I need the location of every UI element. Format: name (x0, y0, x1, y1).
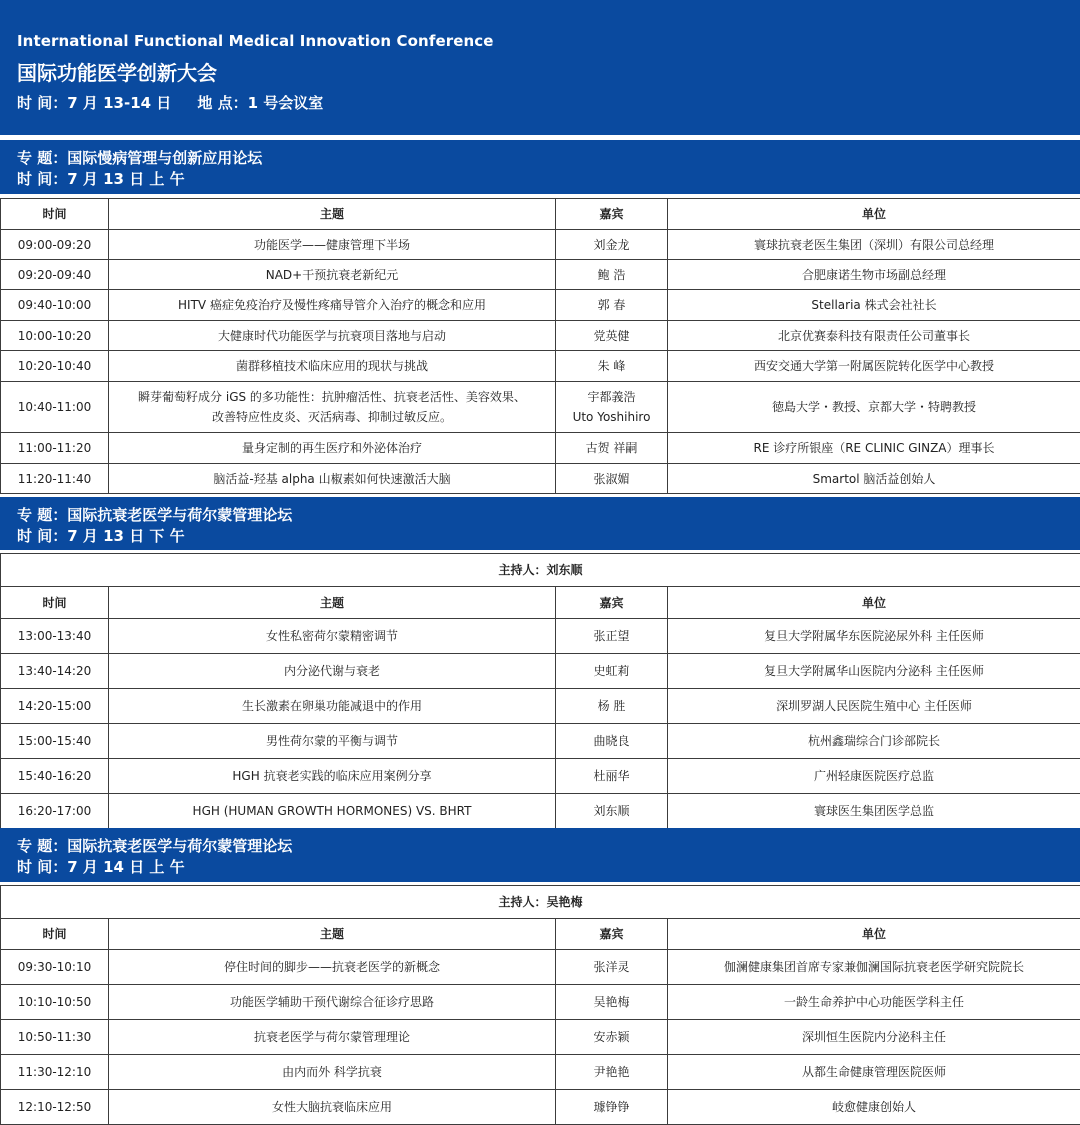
cell-unit: 深圳恒生医院内分泌科主任 (668, 1020, 1080, 1055)
cell-unit: 从都生命健康管理医院医师 (668, 1055, 1080, 1090)
cell-unit: Stellaria 株式会社社长 (668, 290, 1080, 321)
cell-guest: 刘东顺 (556, 794, 668, 829)
table-row (1, 724, 1080, 759)
session-3-banner (0, 828, 1080, 882)
table-row (1, 321, 1080, 351)
cell-time: 09:30-10:10 (1, 950, 109, 985)
session-2-banner (0, 497, 1080, 550)
cell-time: 15:00-15:40 (1, 724, 109, 759)
cell-guest-line: Uto Yoshihiro (560, 407, 663, 427)
table-row (1, 260, 1080, 290)
column-header-unit: 单位 (668, 199, 1080, 230)
cell-subject-line: 瞬芽葡萄籽成分 iGS 的多功能性：抗肿瘤活性、抗衰老活性、美容效果、 (113, 387, 551, 407)
cell-unit: 寰球抗衰老医生集团（深圳）有限公司总经理 (668, 230, 1080, 260)
table-header-row (1, 199, 1080, 230)
cell-time: 15:40-16:20 (1, 759, 109, 794)
cell-guest: 吴艳梅 (556, 985, 668, 1020)
table-row (1, 759, 1080, 794)
cell-subject: 女性私密荷尔蒙精密调节 (109, 619, 556, 654)
cell-subject: 菌群移植技术临床应用的现状与挑战 (109, 351, 556, 382)
cell-unit: 复旦大学附属华山医院内分泌科 主任医师 (668, 654, 1080, 689)
cell-subject (109, 382, 556, 433)
cell-guest: 史虹莉 (556, 654, 668, 689)
cell-guest: 古贺 祥嗣 (556, 433, 668, 464)
cell-time: 16:20-17:00 (1, 794, 109, 829)
conference-time-location: 时 间：7 月 13-14 日 地 点：1 号会议室 (17, 92, 323, 113)
cell-time: 13:40-14:20 (1, 654, 109, 689)
table-row (1, 689, 1080, 724)
column-header-guest: 嘉宾 (556, 587, 668, 619)
session-topic: 专 题：国际慢病管理与创新应用论坛 (17, 147, 262, 168)
cell-guest: 杨 胜 (556, 689, 668, 724)
table-row (1, 230, 1080, 260)
table-header-row (1, 919, 1080, 950)
session-host: 主持人：刘东顺 (1, 554, 1080, 587)
session-time: 时 间：7 月 13 日 上 午 (17, 168, 185, 189)
cell-subject: 脑活益-羟基 alpha 山椒素如何快速激活大脑 (109, 464, 556, 494)
session-3-table (0, 885, 1080, 1125)
conference-title-cn: 国际功能医学创新大会 (17, 57, 217, 86)
cell-subject: 功能医学——健康管理下半场 (109, 230, 556, 260)
cell-guest: 郭 春 (556, 290, 668, 321)
table-row (1, 1055, 1080, 1090)
cell-time: 14:20-15:00 (1, 689, 109, 724)
table-row (1, 382, 1080, 433)
cell-guest: 刘金龙 (556, 230, 668, 260)
cell-guest: 尹艳艳 (556, 1055, 668, 1090)
cell-subject: 由内而外 科学抗衰 (109, 1055, 556, 1090)
table-row (1, 351, 1080, 382)
cell-guest: 朱 峰 (556, 351, 668, 382)
table-row (1, 433, 1080, 464)
table-header-row (1, 587, 1080, 619)
cell-guest: 张正望 (556, 619, 668, 654)
table-row (1, 1020, 1080, 1055)
column-header-time: 时间 (1, 919, 109, 950)
cell-subject: 生长激素在卵巢功能减退中的作用 (109, 689, 556, 724)
cell-unit: Smartol 脑活益创始人 (668, 464, 1080, 494)
cell-unit: 北京优赛泰科技有限责任公司董事长 (668, 321, 1080, 351)
cell-unit: 深圳罗湖人民医院生殖中心 主任医师 (668, 689, 1080, 724)
cell-guest-line: 宇都義浩 (560, 387, 663, 407)
host-row (1, 886, 1080, 919)
table-row (1, 290, 1080, 321)
session-topic: 专 题：国际抗衰老医学与荷尔蒙管理论坛 (17, 835, 292, 856)
cell-subject: HGH 抗衰老实践的临床应用案例分享 (109, 759, 556, 794)
column-header-unit: 单位 (668, 587, 1080, 619)
cell-subject: 女性大脑抗衰临床应用 (109, 1090, 556, 1125)
cell-subject: 功能医学辅助干预代谢综合征诊疗思路 (109, 985, 556, 1020)
cell-subject: HGH (HUMAN GROWTH HORMONES) VS. BHRT (109, 794, 556, 829)
cell-guest: 鲍 浩 (556, 260, 668, 290)
session-topic: 专 题：国际抗衰老医学与荷尔蒙管理论坛 (17, 504, 292, 525)
session-1-banner (0, 140, 1080, 194)
cell-time: 10:40-11:00 (1, 382, 109, 433)
cell-unit: 岐愈健康创始人 (668, 1090, 1080, 1125)
column-header-time: 时间 (1, 199, 109, 230)
column-header-subject: 主题 (109, 919, 556, 950)
cell-guest: 杜丽华 (556, 759, 668, 794)
cell-unit: 寰球医生集团医学总监 (668, 794, 1080, 829)
cell-unit: 一龄生命养护中心功能医学科主任 (668, 985, 1080, 1020)
cell-time: 13:00-13:40 (1, 619, 109, 654)
column-header-guest: 嘉宾 (556, 919, 668, 950)
table-row (1, 654, 1080, 689)
cell-time: 10:20-10:40 (1, 351, 109, 382)
cell-subject: 抗衰老医学与荷尔蒙管理理论 (109, 1020, 556, 1055)
cell-unit: 徳島大学・教授、京都大学・特聘教授 (668, 382, 1080, 433)
host-row (1, 554, 1080, 587)
cell-guest (556, 382, 668, 433)
cell-guest: 璩铮铮 (556, 1090, 668, 1125)
table-row (1, 1090, 1080, 1125)
cell-subject: 男性荷尔蒙的平衡与调节 (109, 724, 556, 759)
session-1-table (0, 198, 1080, 494)
cell-guest: 党英健 (556, 321, 668, 351)
cell-subject: NAD+干预抗衰老新纪元 (109, 260, 556, 290)
cell-time: 09:00-09:20 (1, 230, 109, 260)
conference-header (0, 0, 1080, 135)
column-header-subject: 主题 (109, 587, 556, 619)
cell-subject: 停住时间的脚步——抗衰老医学的新概念 (109, 950, 556, 985)
cell-time: 09:40-10:00 (1, 290, 109, 321)
cell-unit: 合肥康诺生物市场副总经理 (668, 260, 1080, 290)
table-row (1, 464, 1080, 494)
cell-unit: 西安交通大学第一附属医院转化医学中心教授 (668, 351, 1080, 382)
cell-time: 11:30-12:10 (1, 1055, 109, 1090)
session-2-table (0, 553, 1080, 829)
cell-unit: 复旦大学附属华东医院泌尿外科 主任医师 (668, 619, 1080, 654)
cell-subject-line: 改善特应性皮炎、灭活病毒、抑制过敏反应。 (113, 407, 551, 427)
cell-time: 10:10-10:50 (1, 985, 109, 1020)
session-time: 时 间：7 月 14 日 上 午 (17, 856, 185, 877)
cell-time: 10:00-10:20 (1, 321, 109, 351)
session-time: 时 间：7 月 13 日 下 午 (17, 525, 185, 546)
table-row (1, 794, 1080, 829)
cell-guest: 张淑媚 (556, 464, 668, 494)
column-header-unit: 单位 (668, 919, 1080, 950)
cell-subject: 内分泌代谢与衰老 (109, 654, 556, 689)
table-row (1, 985, 1080, 1020)
cell-time: 09:20-09:40 (1, 260, 109, 290)
cell-guest: 张洋灵 (556, 950, 668, 985)
column-header-guest: 嘉宾 (556, 199, 668, 230)
cell-unit: 杭州鑫瑞综合门诊部院长 (668, 724, 1080, 759)
cell-unit: 广州轻康医院医疗总监 (668, 759, 1080, 794)
table-row (1, 950, 1080, 985)
cell-unit: 伽澜健康集团首席专家兼伽澜国际抗衰老医学研究院院长 (668, 950, 1080, 985)
conference-title-en: International Functional Medical Innovation Conference (17, 32, 494, 50)
cell-time: 11:20-11:40 (1, 464, 109, 494)
cell-guest: 安赤颖 (556, 1020, 668, 1055)
cell-unit: RE 诊疗所银座（RE CLINIC GINZA）理事长 (668, 433, 1080, 464)
cell-time: 10:50-11:30 (1, 1020, 109, 1055)
session-host: 主持人：吴艳梅 (1, 886, 1080, 919)
cell-guest: 曲晓良 (556, 724, 668, 759)
cell-time: 12:10-12:50 (1, 1090, 109, 1125)
cell-subject: 量身定制的再生医疗和外泌体治疗 (109, 433, 556, 464)
column-header-time: 时间 (1, 587, 109, 619)
table-row (1, 619, 1080, 654)
cell-subject: 大健康时代功能医学与抗衰项目落地与启动 (109, 321, 556, 351)
column-header-subject: 主题 (109, 199, 556, 230)
cell-subject: HITV 癌症免疫治疗及慢性疼痛导管介入治疗的概念和应用 (109, 290, 556, 321)
cell-time: 11:00-11:20 (1, 433, 109, 464)
